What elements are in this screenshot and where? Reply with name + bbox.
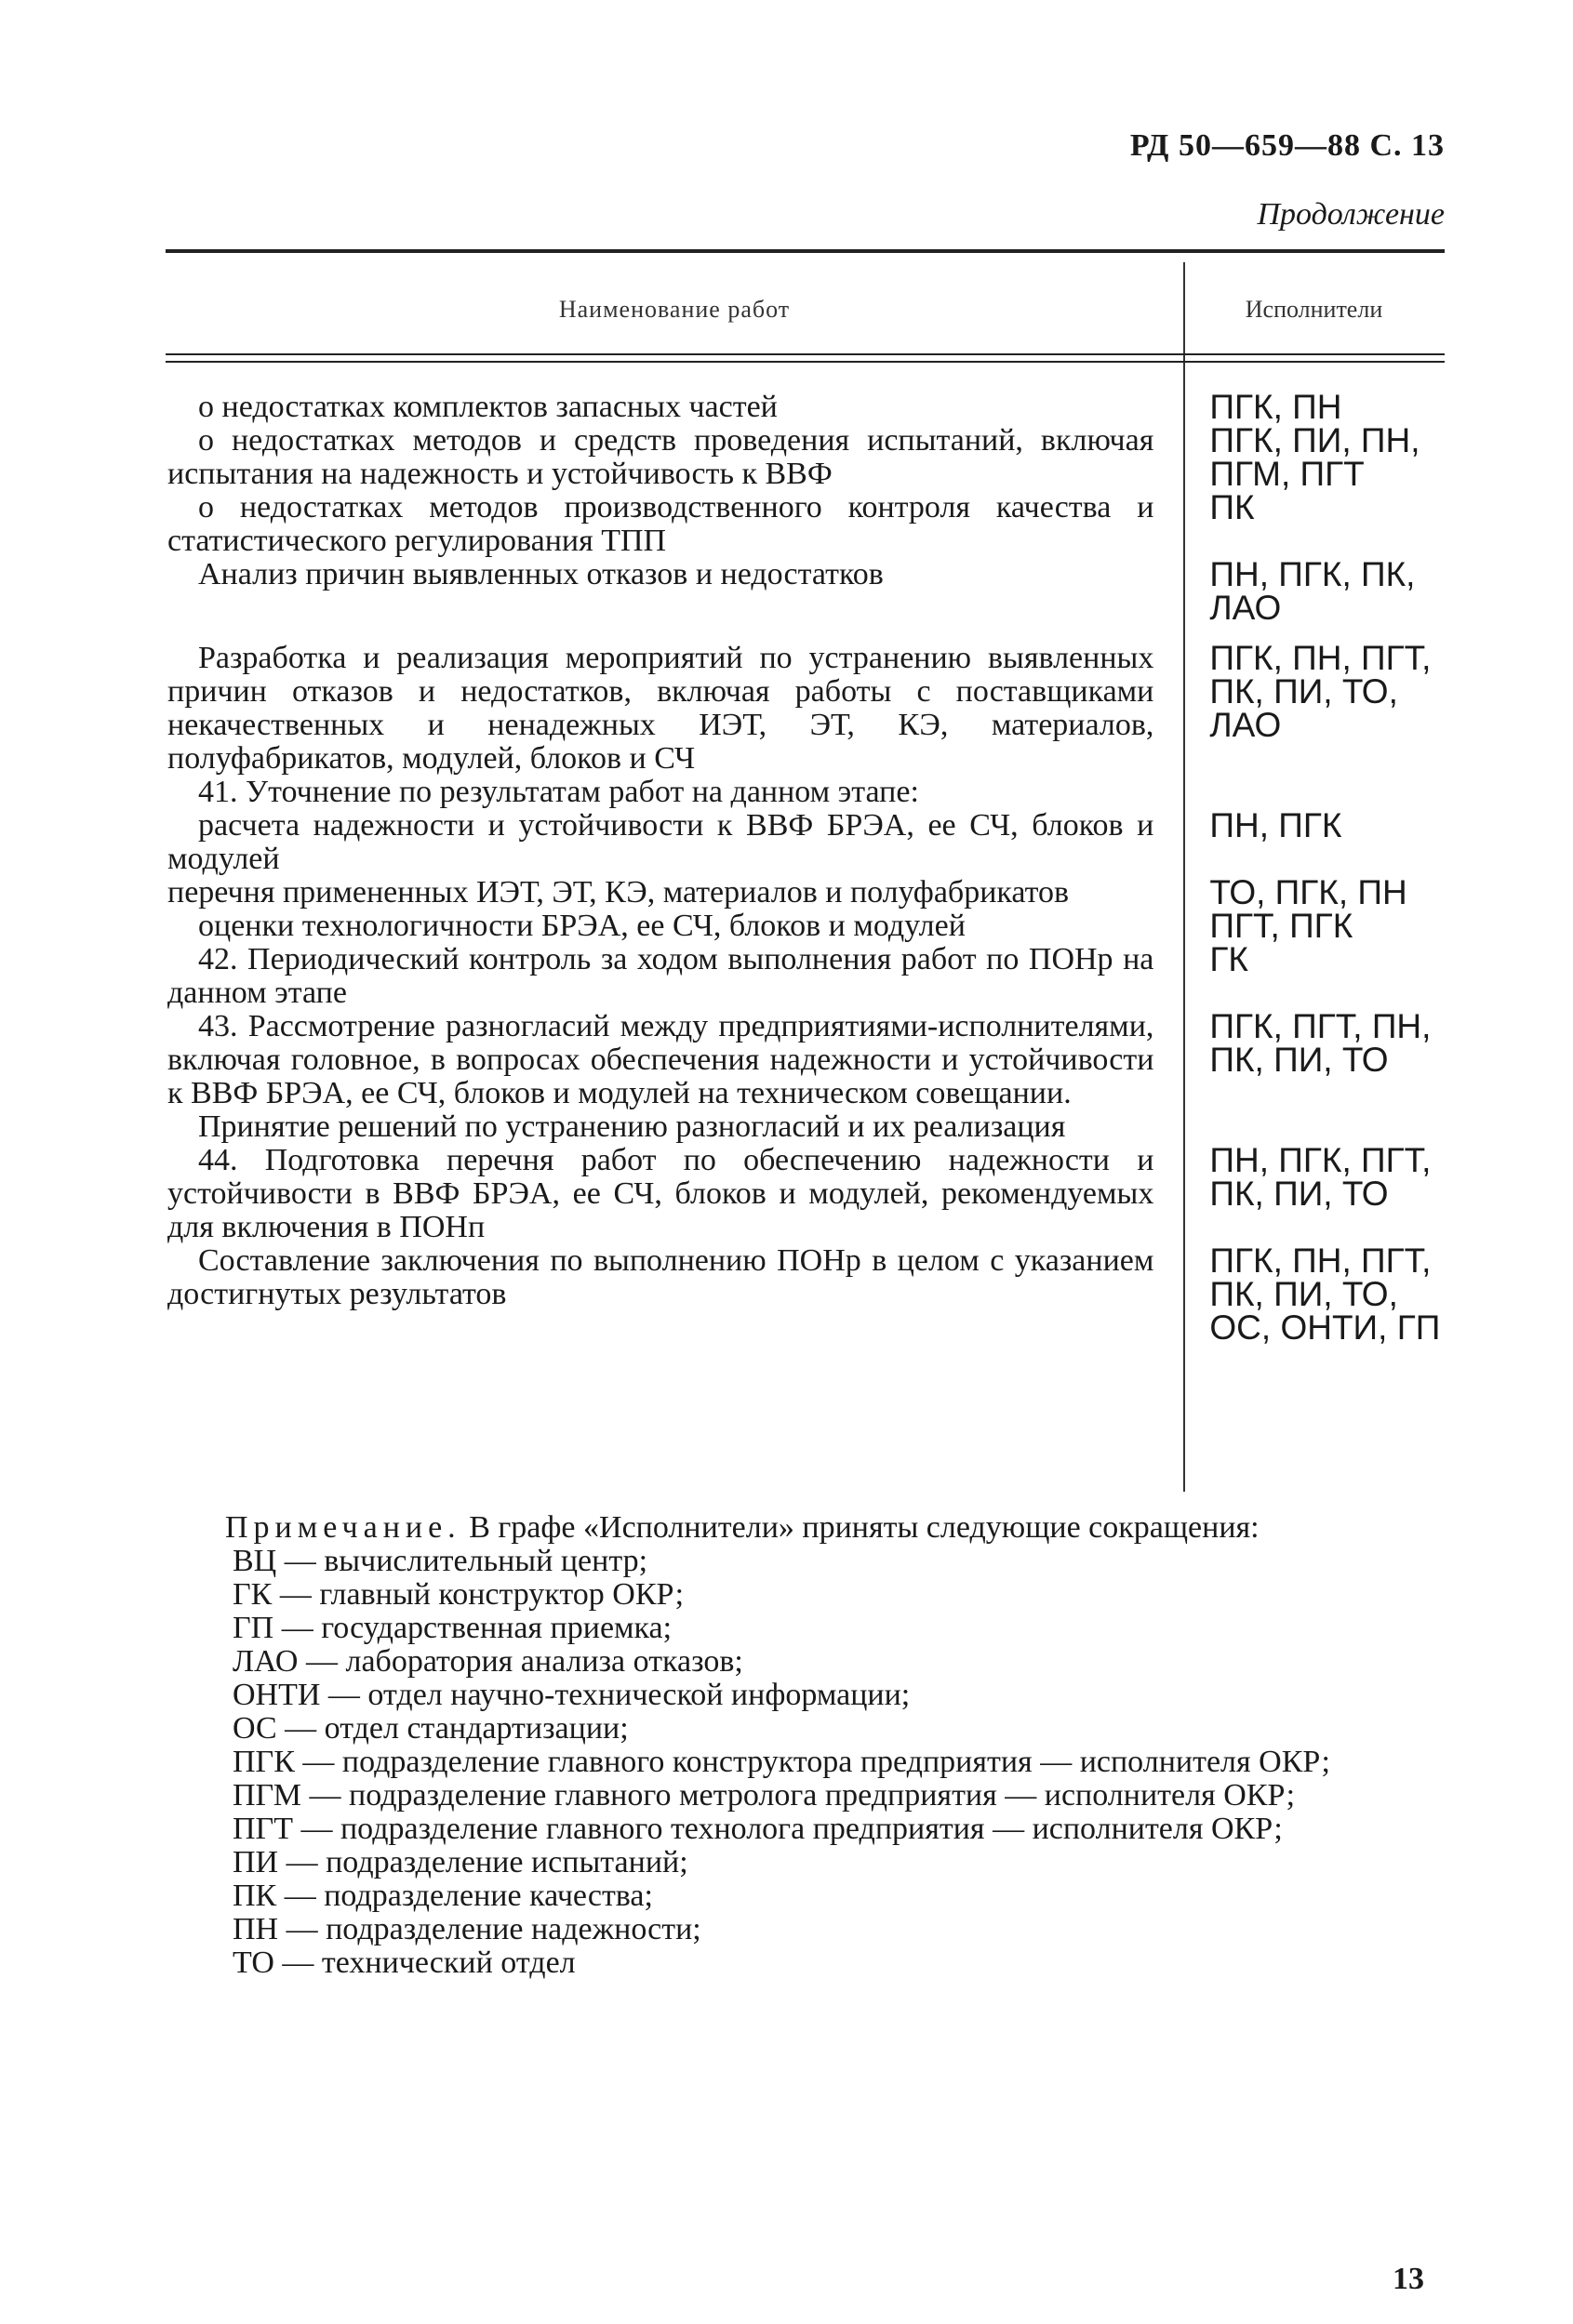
executors-cell: ПК — [1209, 488, 1255, 526]
work-cell: Составление заключения по выполнению ПОНр в целом с указанием достигнутых результатов — [167, 1243, 1154, 1311]
table-row — [167, 873, 1451, 911]
table-row — [167, 806, 1451, 876]
abbreviation-item: ПГМ — подразделение главного метролога предприятия — исполнителя ОКР; — [233, 1778, 1296, 1813]
table-row — [167, 388, 1451, 426]
work-cell: о недостатках методов и средств проведения испытаний, включая испытания на надежность и устойчивость к ВВФ — [167, 423, 1154, 491]
continuation-label: Продолжение — [1257, 197, 1445, 232]
executors-cell: ПН, ПГК, ПК, ЛАО — [1209, 555, 1416, 627]
executors-cell: ПГК, ПГТ, ПН, ПК, ПИ, ТО — [1209, 1007, 1432, 1079]
note-text: В графе «Исполнители» приняты следующие сокращения: — [469, 1510, 1260, 1545]
table-row — [167, 421, 1451, 493]
note-section — [167, 1511, 1451, 1980]
work-cell: Принятие решений по устранению разногласий и их реализация — [198, 1109, 1066, 1144]
executors-cell: ПГК, ПИ, ПН, ПГМ, ПГТ — [1209, 421, 1420, 493]
abbreviation-item: ВЦ — вычислительный центр; — [233, 1544, 648, 1578]
work-cell: Разработка и реализация мероприятий по устранению выявленных причин отказов и недостатков, включая работы с поставщиками некачественных и ненадежных ИЭТ, ЭТ, КЭ, материалов, полуфабрикатов, модулей, блоков и СЧ — [167, 641, 1154, 776]
abbreviation-item: ПИ — подразделение испытаний; — [233, 1845, 688, 1879]
table-row — [167, 940, 1451, 1010]
work-cell: оценки технологичности БРЭА, ее СЧ, блоков и модулей — [198, 909, 966, 943]
abbreviation-list — [167, 1545, 1451, 1980]
work-cell: о недостатках методов производственного контроля качества и статистического регулирования ТПП — [167, 490, 1154, 558]
executors-cell — [1209, 1110, 1451, 1144]
table-row — [167, 488, 1451, 558]
abbreviation-item: ТО — технический отдел — [233, 1946, 576, 1980]
executors-cell: ГК — [1209, 940, 1248, 978]
abbreviation-item: ОНТИ — отдел научно-технической информации; — [233, 1678, 911, 1712]
table-row — [167, 1244, 1451, 1345]
executors-cell: ПГК, ПН — [1209, 388, 1342, 426]
note-label: Примечание. — [225, 1510, 461, 1545]
executors-cell: ПГК, ПН, ПГТ, ПК, ПИ, ТО, ОС, ОНТИ, ГП — [1209, 1242, 1441, 1347]
executors-cell: ПН, ПГК, ПГТ, ПК, ПИ, ТО — [1209, 1141, 1432, 1213]
table-row — [167, 1007, 1451, 1110]
page-number: 13 — [1393, 2262, 1424, 2296]
executors-cell: ПГТ, ПГК — [1209, 907, 1353, 945]
executors-cell — [1209, 776, 1451, 809]
work-cell: 44. Подготовка перечня работ по обеспечению надежности и устойчивости в ВВФ БРЭА, ее СЧ, блоков и модулей, рекомендуемых для включения в ПОНп — [167, 1143, 1154, 1244]
column-header-executors: Исполнители — [1245, 296, 1383, 323]
table-body — [167, 388, 1451, 1347]
table-row — [167, 639, 1451, 776]
work-cell: 41. Уточнение по результатам работ на данном этапе: — [198, 775, 919, 809]
executors-cell: ТО, ПГК, ПН — [1209, 873, 1407, 911]
work-cell: 42. Периодический контроль за ходом выполнения работ по ПОНр на данном этапе — [167, 942, 1154, 1010]
table-row — [167, 776, 1451, 809]
abbreviation-item: ОС — отдел стандартизации; — [233, 1711, 629, 1746]
table-row — [167, 1110, 1451, 1144]
abbreviation-item: ПГК — подразделение главного конструктора предприятия — исполнителя ОКР; — [233, 1745, 1330, 1779]
document-code: РД 50—659—88 С. 13 — [1129, 128, 1445, 163]
executors-cell: ПГК, ПН, ПГТ, ПК, ПИ, ТО, ЛАО — [1209, 639, 1432, 744]
note-heading — [167, 1511, 1451, 1545]
abbreviation-item: ПГТ — подразделение главного технолога предприятия — исполнителя ОКР; — [233, 1812, 1283, 1846]
abbreviation-item: ГК — главный конструктор ОКР; — [233, 1577, 685, 1612]
work-cell: о недостатках комплектов запасных частей — [198, 390, 778, 424]
abbreviation-item: ЛАО — лаборатория анализа отказов; — [233, 1644, 743, 1679]
header-rule-lower — [166, 361, 1445, 363]
table-row — [167, 1141, 1451, 1244]
abbreviation-item: ПН — подразделение надежности; — [233, 1912, 701, 1946]
executors-cell: ПН, ПГК — [1209, 806, 1342, 844]
work-cell: перечня примененных ИЭТ, ЭТ, КЭ, материалов и полуфабрикатов — [167, 875, 1070, 910]
work-cell: расчета надежности и устойчивости к ВВФ БРЭА, ее СЧ, блоков и модулей — [167, 808, 1154, 876]
abbreviation-item: ПК — подразделение качества; — [233, 1879, 653, 1913]
work-cell: 43. Рассмотрение разногласий между предприятиями-исполнителями, включая головное, в вопросах обеспечения надежности и устойчивости к ВВФ БРЭА, ее СЧ, блоков и модулей на техническом совещании. — [167, 1009, 1154, 1110]
column-header-works: Наименование работ — [558, 296, 791, 323]
header-rule-upper — [166, 353, 1445, 355]
table-row — [167, 907, 1451, 945]
table-row — [167, 555, 1451, 627]
table-top-rule — [166, 249, 1445, 253]
work-cell: Анализ причин выявленных отказов и недостатков — [198, 557, 884, 591]
abbreviation-item: ГП — государственная приемка; — [233, 1611, 673, 1645]
